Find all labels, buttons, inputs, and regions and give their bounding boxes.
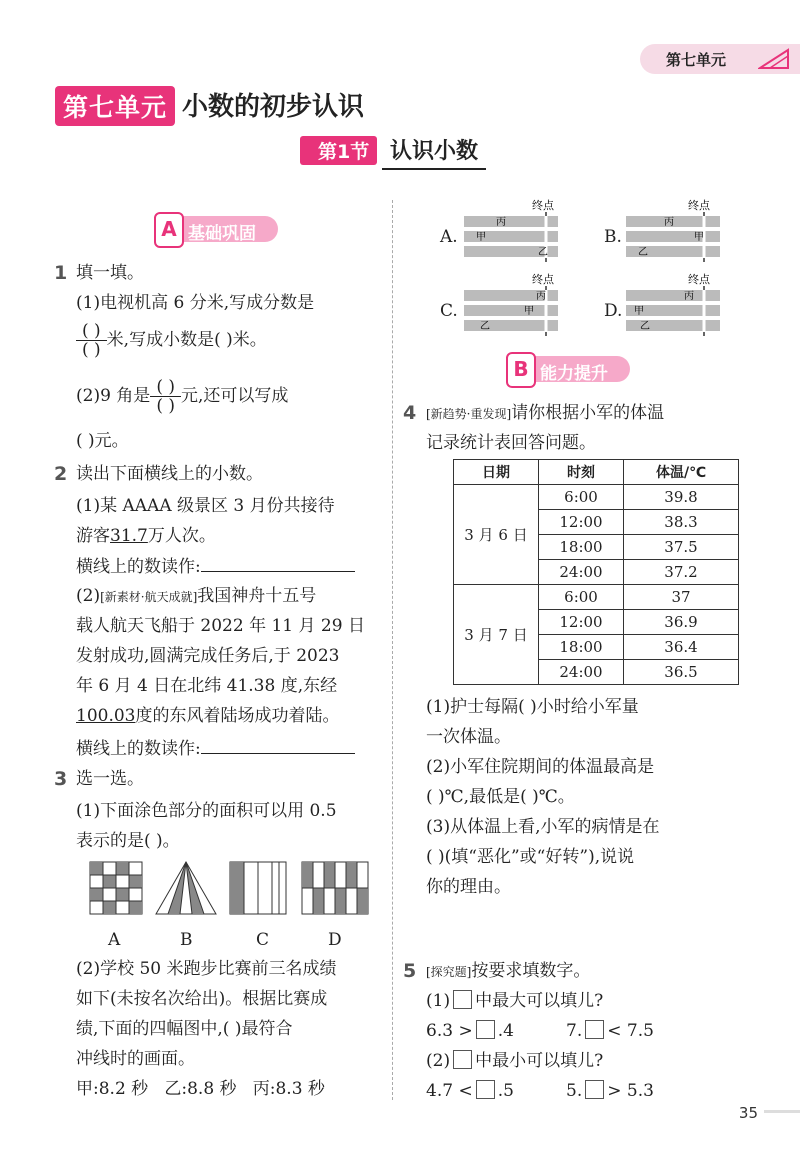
answer-line[interactable] xyxy=(201,551,355,572)
q4-s3-line3: 你的理由。 xyxy=(426,877,511,897)
runner-bing: 丙 xyxy=(496,217,506,228)
section-b-pill xyxy=(512,356,630,382)
runner-yi: 乙 xyxy=(640,321,650,332)
q3-prompt: 选一选。 xyxy=(76,769,144,789)
page-number: 35 xyxy=(738,1104,758,1122)
q5-s1-b: 7. < 7.5 xyxy=(566,1021,654,1041)
option-c-strips[interactable] xyxy=(230,862,286,914)
blank-box[interactable] xyxy=(585,1020,604,1039)
question-number: 2 xyxy=(54,463,68,485)
column-header: 日期 xyxy=(454,460,539,485)
race-option-label: B. xyxy=(604,227,622,247)
runner-bing: 丙 xyxy=(684,291,694,302)
race-option-label: D. xyxy=(604,301,623,321)
runner-bing: 丙 xyxy=(664,217,674,228)
question-number: 1 xyxy=(54,262,68,284)
blank-box[interactable] xyxy=(476,1020,495,1039)
time-cell: 6:00 xyxy=(539,485,624,510)
fraction-blank[interactable]: $\frac{( )}{( )}$ xyxy=(150,378,181,415)
temp-cell: 39.8 xyxy=(624,485,739,510)
q5-s2-a: 4.7 < .5 xyxy=(426,1081,514,1101)
table-header-row xyxy=(454,460,739,485)
runner-bing: 丙 xyxy=(536,291,546,302)
q4-line1: [新趋势·重发现]请你根据小军的体温 xyxy=(426,403,665,423)
table-row xyxy=(454,585,739,610)
race-figure-c[interactable] xyxy=(462,270,562,336)
time-cell: 24:00 xyxy=(539,560,624,585)
option-label: B xyxy=(180,930,193,950)
runner-yi: 乙 xyxy=(638,247,648,258)
unit-header-label: 第七单元 xyxy=(666,51,727,69)
column-divider xyxy=(392,200,393,1100)
tag-new-material: [新素材·航天成就] xyxy=(100,590,198,604)
race-option-label: A. xyxy=(440,227,458,247)
table-row xyxy=(454,485,739,510)
blank-box[interactable] xyxy=(453,990,472,1009)
temp-cell: 37 xyxy=(624,585,739,610)
q3-p2-line1: (2)学校 50 米跑步比赛前三名成绩 xyxy=(76,959,337,979)
q4-s3-line2: ( )(填“恶化”或“好转”),说说 xyxy=(426,847,635,867)
time-cell: 24:00 xyxy=(539,660,624,685)
q2-p2-line4: 年 6 月 4 日在北纬 41.38 度,东经 xyxy=(76,676,338,696)
q4-s1-line1: (1)护士每隔( )小时给小军量 xyxy=(426,697,639,717)
time-cell: 18:00 xyxy=(539,635,624,660)
finish-label: 终点 xyxy=(532,273,554,286)
question-number: 4 xyxy=(403,402,417,424)
runner-jia: 甲 xyxy=(694,232,704,243)
option-label: A xyxy=(108,930,121,950)
unit-header-tab xyxy=(640,44,800,74)
time-cell: 18:00 xyxy=(539,535,624,560)
runner-yi: 乙 xyxy=(480,321,490,332)
column-header: 时刻 xyxy=(539,460,624,485)
temp-cell: 37.2 xyxy=(624,560,739,585)
temp-cell: 36.4 xyxy=(624,635,739,660)
fraction-blank[interactable]: $\frac{( )}{( )}$ xyxy=(76,322,107,359)
q5-s1: (1) 中最大可以填儿? xyxy=(426,991,604,1011)
race-figure-b[interactable] xyxy=(624,196,724,262)
q3-p1-line2: 表示的是( )。 xyxy=(76,831,180,851)
page-number-bar xyxy=(764,1110,800,1113)
q3-p2-line3: 绩,下面的四幅图中,( )最符合 xyxy=(76,1019,293,1039)
finish-label: 终点 xyxy=(688,273,710,286)
q2-read-label-2: 横线上的数读作: xyxy=(76,733,355,764)
option-a-grid[interactable] xyxy=(90,862,142,914)
unit-badge: 第七单元 xyxy=(55,86,175,126)
q4-line2: 记录统计表回答问题。 xyxy=(426,433,596,453)
q1-p2-line1: (2)9 角是 $\frac{( )}{( )}$ 元,还可以写成 xyxy=(76,377,289,416)
q2-p1-line1: (1)某 AAAA 级景区 3 月份共接待 xyxy=(76,496,335,516)
section-b-label: 能力提升 xyxy=(540,364,608,384)
question-number: 3 xyxy=(54,768,68,790)
race-option-label: C. xyxy=(440,301,458,321)
q1-p2-line2: ( )元。 xyxy=(76,431,129,451)
time-cell: 6:00 xyxy=(539,585,624,610)
tag-explore: [探究题] xyxy=(426,965,472,979)
section-b-letter: B xyxy=(506,352,536,388)
temp-cell: 37.5 xyxy=(624,535,739,560)
option-label: C xyxy=(256,930,270,950)
answer-line[interactable] xyxy=(201,733,355,754)
tag-new-trend: [新趋势·重发现] xyxy=(426,407,512,421)
q2-p2-line2: 载人航天飞船于 2022 年 11 月 29 日 xyxy=(76,616,365,636)
date-cell: 3 月 7 日 xyxy=(454,585,539,685)
q2-p2-line3: 发射成功,圆满完成任务后,于 2023 xyxy=(76,646,340,666)
q3-race-results: 甲:8.2 秒 乙:8.8 秒 丙:8.3 秒 xyxy=(76,1079,325,1099)
temp-cell: 38.3 xyxy=(624,510,739,535)
q2-read-label-1: 横线上的数读作: xyxy=(76,551,355,582)
section-a-pill xyxy=(160,216,278,242)
runner-jia: 甲 xyxy=(524,306,534,317)
option-b-triangle[interactable] xyxy=(156,862,216,914)
q1-prompt: 填一填。 xyxy=(76,263,144,283)
blank-box[interactable] xyxy=(453,1050,472,1069)
q5-s2: (2) 中最小可以填儿? xyxy=(426,1051,604,1071)
q4-s2-line2: ( )℃,最低是( )℃。 xyxy=(426,787,575,807)
q5-s2-b: 5. > 5.3 xyxy=(566,1081,654,1101)
time-cell: 12:00 xyxy=(539,610,624,635)
ruler-triangle-icon xyxy=(758,48,792,70)
q3-p1-line1: (1)下面涂色部分的面积可以用 0.5 xyxy=(76,801,337,821)
blank-box[interactable] xyxy=(476,1080,495,1099)
shading-options-figure xyxy=(84,858,374,920)
option-d-grid[interactable] xyxy=(302,862,368,914)
q5-s1-a: 6.3 > .4 xyxy=(426,1021,514,1041)
finish-label: 终点 xyxy=(532,199,554,212)
q1-p1-line1: (1)电视机高 6 分米,写成分数是 xyxy=(76,293,315,313)
section-badge: 第1节 xyxy=(300,136,377,165)
question-number: 5 xyxy=(403,960,417,982)
q2-p2-line5: 100.03度的东风着陆场成功着陆。 xyxy=(76,706,340,726)
section-a-letter: A xyxy=(154,212,184,248)
q2-p2-line1: (2)[新素材·航天成就]我国神舟十五号 xyxy=(76,586,317,606)
blank-box[interactable] xyxy=(585,1080,604,1099)
option-label: D xyxy=(328,930,342,950)
temperature-table xyxy=(453,459,739,685)
date-cell: 3 月 6 日 xyxy=(454,485,539,585)
race-figure-a[interactable] xyxy=(462,196,562,262)
race-figure-d[interactable] xyxy=(624,270,724,336)
q4-s2-line1: (2)小军住院期间的体温最高是 xyxy=(426,757,655,777)
q2-prompt: 读出下面横线上的小数。 xyxy=(76,464,263,484)
q4-s3-line1: (3)从体温上看,小军的病情是在 xyxy=(426,817,660,837)
section-title: 认识小数 xyxy=(382,134,486,170)
time-cell: 12:00 xyxy=(539,510,624,535)
q3-p2-line4: 冲线时的画面。 xyxy=(76,1049,195,1069)
runner-jia: 甲 xyxy=(476,232,486,243)
runner-jia: 甲 xyxy=(634,306,644,317)
finish-label: 终点 xyxy=(688,199,710,212)
section-a-label: 基础巩固 xyxy=(188,224,256,244)
q1-p1-line2: $\frac{( )}{( )}$ 米,写成小数是( )米。 xyxy=(76,322,267,359)
q3-p2-line2: 如下(未按名次给出)。根据比赛成 xyxy=(76,989,328,1009)
q5-line1: [探究题]按要求填数字。 xyxy=(426,961,591,981)
temp-cell: 36.5 xyxy=(624,660,739,685)
q4-s1-line2: 一次体温。 xyxy=(426,727,511,747)
q2-p1-line2: 游客31.7万人次。 xyxy=(76,526,216,546)
unit-title: 小数的初步认识 xyxy=(182,92,365,122)
runner-yi: 乙 xyxy=(538,247,548,258)
temp-cell: 36.9 xyxy=(624,610,739,635)
column-header: 体温/℃ xyxy=(624,460,739,485)
